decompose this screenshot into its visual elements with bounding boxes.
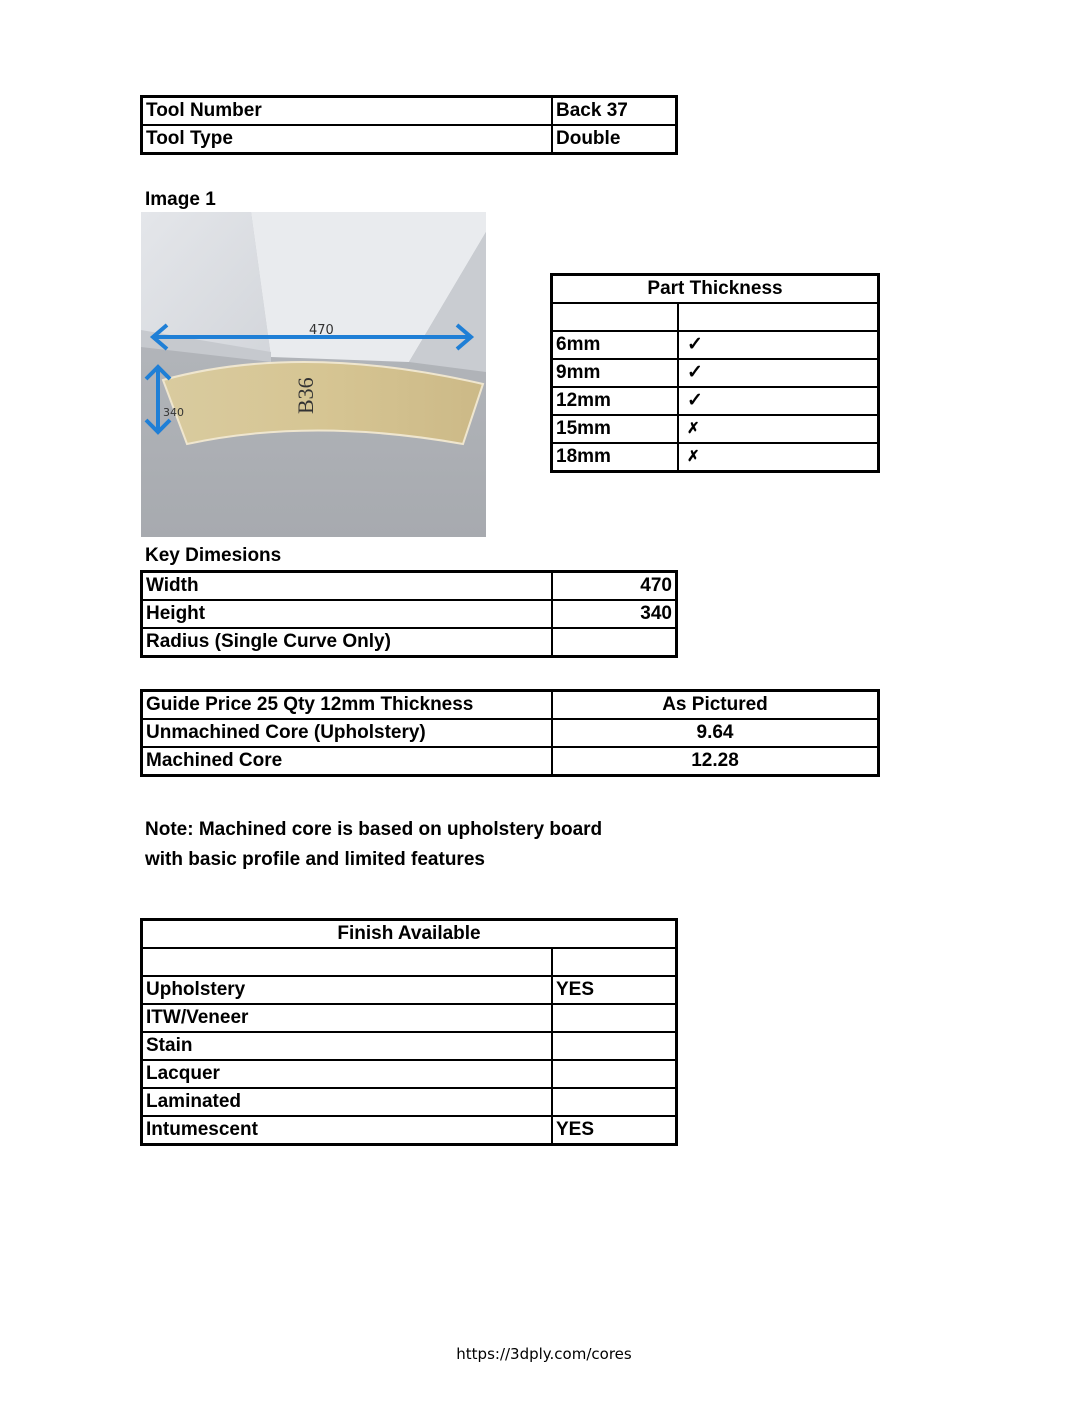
thickness-size: 18mm [552, 443, 679, 472]
table-row [142, 572, 677, 601]
dimension-label: Radius (Single Curve Only) [142, 628, 553, 657]
thickness-size: 12mm [552, 387, 679, 415]
table-row [142, 1116, 677, 1145]
table-header-row [552, 275, 879, 304]
finish-available-title: Finish Available [142, 920, 677, 949]
dimension-value [552, 628, 677, 657]
table-row [552, 443, 879, 472]
check-icon: ✓ [678, 359, 879, 387]
table-row [142, 976, 677, 1004]
table-row [142, 97, 677, 126]
dimension-label: Height [142, 600, 553, 628]
note-line-2: with basic profile and limited features [145, 849, 485, 870]
cross-icon: ✗ [678, 443, 879, 472]
thickness-size: 6mm [552, 331, 679, 359]
tool-type-label: Tool Type [142, 125, 553, 154]
part-thickness-title: Part Thickness [552, 275, 879, 304]
finish-value [552, 1088, 677, 1116]
dimension-label: Width [142, 572, 553, 601]
table-row-empty [552, 303, 879, 331]
thickness-size: 9mm [552, 359, 679, 387]
table-row [142, 747, 879, 776]
part-marking: B36 [293, 377, 318, 414]
table-row [142, 125, 677, 154]
table-row [142, 1032, 677, 1060]
tool-type-value: Double [552, 125, 677, 154]
finish-label: ITW/Veneer [142, 1004, 553, 1032]
tool-number-value: Back 37 [552, 97, 677, 126]
key-dimensions-table [140, 570, 678, 658]
finish-value: YES [552, 976, 677, 1004]
part-photo [141, 212, 486, 537]
note-line-1: Note: Machined core is based on upholstery board [145, 819, 603, 840]
price-value: 9.64 [552, 719, 879, 747]
price-label: Machined Core [142, 747, 553, 776]
table-row [552, 387, 879, 415]
height-annotation: 340 [163, 406, 184, 419]
finish-available-table [140, 918, 678, 1146]
check-icon: ✓ [678, 387, 879, 415]
pricing-header-value: As Pictured [552, 691, 879, 720]
pricing-table [140, 689, 880, 777]
finish-value [552, 1032, 677, 1060]
finish-label: Stain [142, 1032, 553, 1060]
check-icon: ✓ [678, 331, 879, 359]
price-label: Unmachined Core (Upholstery) [142, 719, 553, 747]
part-photo-illustration [141, 212, 486, 537]
table-row [142, 1088, 677, 1116]
table-row [142, 628, 677, 657]
finish-value [552, 1060, 677, 1088]
image-title: Image 1 [145, 189, 216, 210]
pricing-header-label: Guide Price 25 Qty 12mm Thickness [142, 691, 553, 720]
finish-label: Intumescent [142, 1116, 553, 1145]
table-header-row [142, 920, 677, 949]
cross-icon: ✗ [678, 415, 879, 443]
key-dimensions-title: Key Dimesions [145, 545, 282, 566]
dimension-value: 340 [552, 600, 677, 628]
finish-label: Upholstery [142, 976, 553, 1004]
dimension-value: 470 [552, 572, 677, 601]
thickness-size: 15mm [552, 415, 679, 443]
table-row [552, 331, 879, 359]
finish-value: YES [552, 1116, 677, 1145]
part-thickness-table [550, 273, 880, 473]
table-row [552, 415, 879, 443]
finish-label: Laminated [142, 1088, 553, 1116]
note-text [145, 815, 602, 875]
tool-number-label: Tool Number [142, 97, 553, 126]
table-row [142, 1060, 677, 1088]
table-row [142, 1004, 677, 1032]
width-annotation: 470 [309, 323, 334, 338]
table-row [142, 600, 677, 628]
finish-value [552, 1004, 677, 1032]
table-row-empty [142, 948, 677, 976]
table-row [142, 719, 879, 747]
table-header-row [142, 691, 879, 720]
footer-url[interactable]: https://3dply.com/cores [456, 1345, 632, 1363]
price-value: 12.28 [552, 747, 879, 776]
tool-info-table [140, 95, 678, 155]
finish-label: Lacquer [142, 1060, 553, 1088]
table-row [552, 359, 879, 387]
